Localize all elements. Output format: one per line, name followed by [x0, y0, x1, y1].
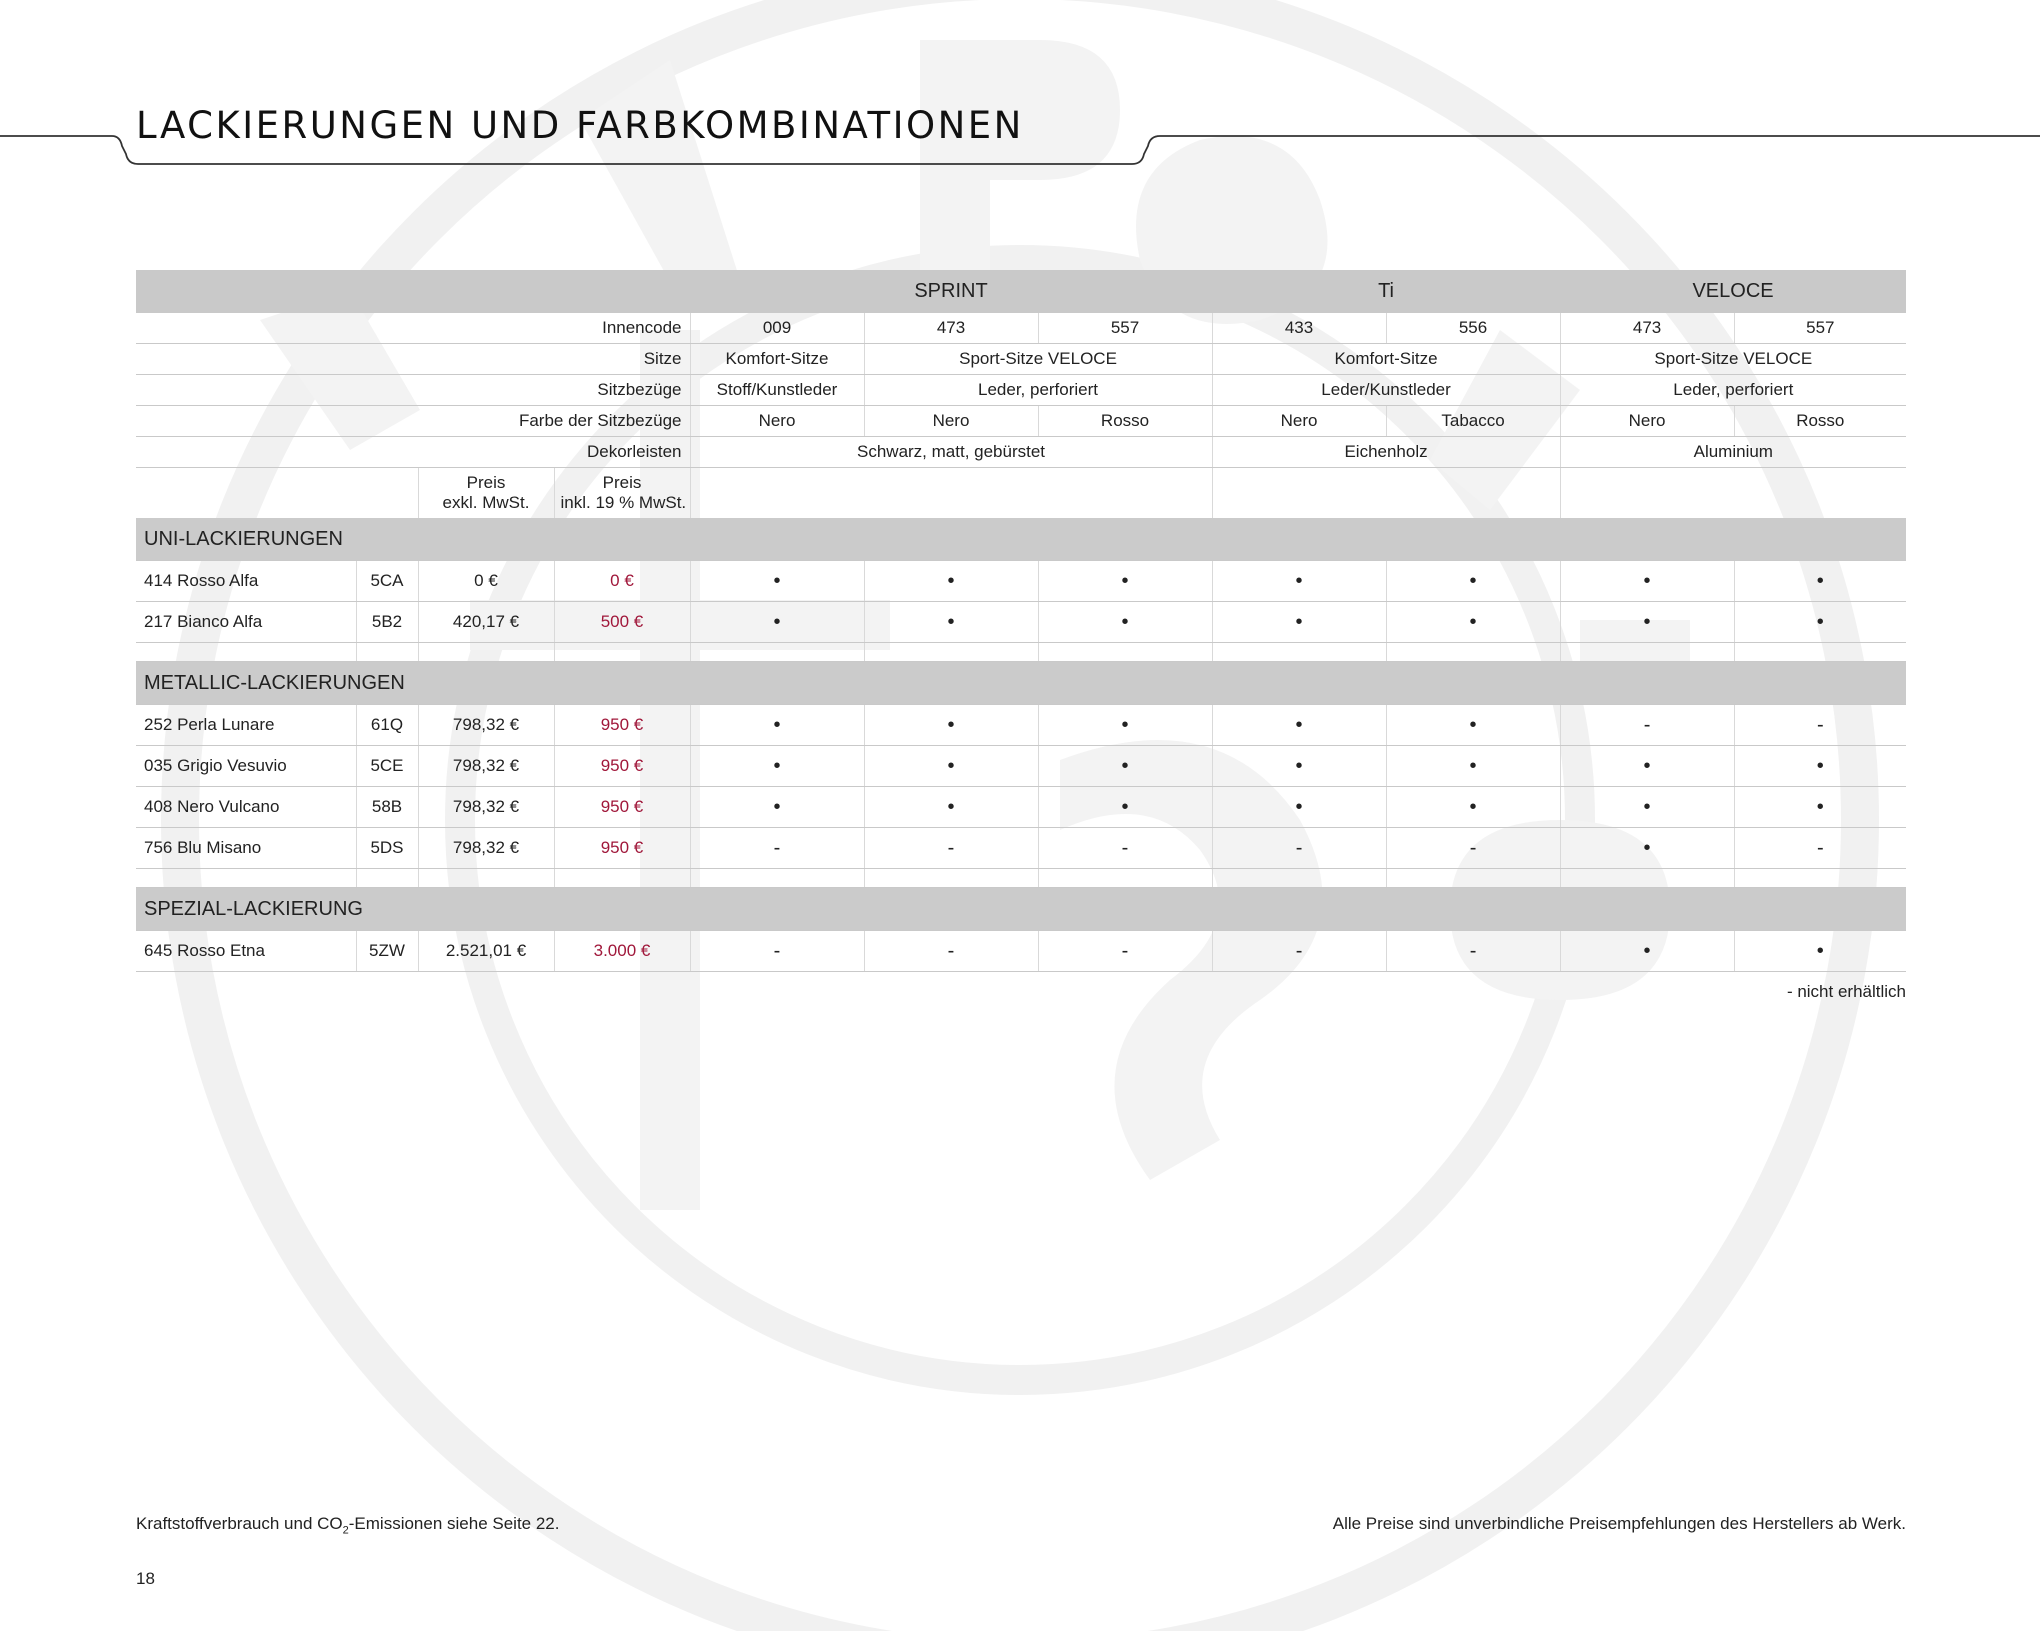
section-title: METALLIC-LACKIERUNGEN [136, 662, 1906, 705]
availability-cell: • [1212, 602, 1386, 643]
availability-cell: - [1734, 828, 1906, 869]
farbe-cell: Nero [1212, 406, 1386, 437]
availability-cell: • [1560, 561, 1734, 602]
price-excl: 2.521,01 € [418, 931, 554, 972]
spacer-cell [1212, 869, 1386, 888]
innencode-cell: 557 [1038, 313, 1212, 344]
availability-cell: - [1386, 828, 1560, 869]
section-header-row [136, 888, 1906, 931]
paint-code: 5CA [356, 561, 418, 602]
spacer-cell [554, 643, 690, 662]
price-excl: 798,32 € [418, 746, 554, 787]
sitzbezuege-cell: Leder/Kunstleder [1212, 375, 1560, 406]
paint-code: 58B [356, 787, 418, 828]
innencode-cell: 009 [690, 313, 864, 344]
availability-cell: - [864, 828, 1038, 869]
availability-cell: • [864, 787, 1038, 828]
availability-cell: • [1212, 746, 1386, 787]
price-excl-header-line2: exkl. MwSt. [442, 493, 530, 512]
availability-cell: - [690, 828, 864, 869]
price-incl: 950 € [554, 828, 690, 869]
price-excl-header [418, 468, 554, 519]
sitze-cell: Sport-Sitze VELOCE [1560, 344, 1906, 375]
price-excl: 798,32 € [418, 705, 554, 746]
innencode-label: Innencode [136, 313, 690, 344]
availability-cell: • [1560, 602, 1734, 643]
page-title: LACKIERUNGEN UND FARBKOMBINATIONEN [136, 104, 1024, 147]
price-excl: 798,32 € [418, 828, 554, 869]
section-title: SPEZIAL-LACKIERUNG [136, 888, 1906, 931]
farbe-cell: Tabacco [1386, 406, 1560, 437]
paint-name: 252 Perla Lunare [136, 705, 356, 746]
availability-cell: - [690, 931, 864, 972]
farbe-cell: Nero [864, 406, 1038, 437]
availability-cell: • [1386, 561, 1560, 602]
price-incl: 500 € [554, 602, 690, 643]
availability-cell: - [1386, 931, 1560, 972]
availability-cell: - [1560, 705, 1734, 746]
innencode-cell: 433 [1212, 313, 1386, 344]
dekor-label: Dekorleisten [136, 437, 690, 468]
footer-emissions-note [136, 1514, 559, 1536]
availability-cell: - [1038, 931, 1212, 972]
farbe-cell: Rosso [1734, 406, 1906, 437]
spacer-cell [1038, 643, 1212, 662]
availability-cell: • [1560, 746, 1734, 787]
spacer-cell [356, 869, 418, 888]
paint-name: 756 Blu Misano [136, 828, 356, 869]
spacer-cell [1038, 869, 1212, 888]
availability-cell: • [1560, 787, 1734, 828]
sitze-cell: Komfort-Sitze [690, 344, 864, 375]
trim-ti: Ti [1212, 270, 1560, 313]
availability-cell: - [1212, 931, 1386, 972]
availability-cell: • [1038, 561, 1212, 602]
spacer-cell [418, 643, 554, 662]
paint-row [136, 828, 1906, 869]
section-spacer-row [136, 869, 1906, 888]
paint-row [136, 705, 1906, 746]
farbe-cell: Nero [1560, 406, 1734, 437]
sitze-cell: Komfort-Sitze [1212, 344, 1560, 375]
spacer-cell [1560, 643, 1734, 662]
section-spacer-row [136, 643, 1906, 662]
sitze-cell: Sport-Sitze VELOCE [864, 344, 1212, 375]
availability-cell: • [864, 705, 1038, 746]
availability-cell: • [1734, 602, 1906, 643]
spacer-cell [690, 643, 864, 662]
price-excl: 420,17 € [418, 602, 554, 643]
availability-cell: • [1038, 602, 1212, 643]
footer-price-disclaimer: Alle Preise sind unverbindliche Preisempfehlungen des Herstellers ab Werk. [1332, 1514, 1906, 1533]
sitzbezuege-row [136, 375, 1906, 406]
availability-cell: • [690, 602, 864, 643]
paint-row [136, 602, 1906, 643]
availability-cell: • [690, 746, 864, 787]
availability-cell: • [1560, 931, 1734, 972]
sitzbezuege-cell: Stoff/Kunstleder [690, 375, 864, 406]
availability-cell: • [1038, 787, 1212, 828]
spacer-cell [136, 643, 356, 662]
dekor-cell: Schwarz, matt, gebürstet [690, 437, 1212, 468]
availability-cell: • [1212, 705, 1386, 746]
paint-code: 5DS [356, 828, 418, 869]
availability-cell: • [690, 705, 864, 746]
spacer-cell [1560, 869, 1734, 888]
spacer-cell [1386, 869, 1560, 888]
spacer-cell [418, 869, 554, 888]
paint-code: 5CE [356, 746, 418, 787]
spacer-cell [1734, 643, 1906, 662]
availability-cell: - [1212, 828, 1386, 869]
availability-cell: • [864, 746, 1038, 787]
sitze-row [136, 344, 1906, 375]
sitzbezuege-cell: Leder, perforiert [864, 375, 1212, 406]
paint-color-table [136, 270, 1906, 972]
availability-cell: • [1386, 746, 1560, 787]
paint-name: 217 Bianco Alfa [136, 602, 356, 643]
footer-left-sub: 2 [342, 1524, 349, 1537]
price-header-row [136, 468, 1906, 519]
paint-name: 408 Nero Vulcano [136, 787, 356, 828]
availability-cell: • [690, 787, 864, 828]
not-available-note: - nicht erhältlich [1786, 982, 1906, 1001]
price-incl: 3.000 € [554, 931, 690, 972]
price-incl-header-line2: inkl. 19 % MwSt. [560, 493, 687, 512]
footer-left-pre: Kraftstoffverbrauch und CO [136, 1514, 343, 1533]
paint-sections [136, 518, 1906, 972]
spacer-cell [864, 643, 1038, 662]
availability-cell: • [864, 602, 1038, 643]
availability-cell: • [1386, 787, 1560, 828]
paint-name: 645 Rosso Etna [136, 931, 356, 972]
footer-left-post: -Emissionen siehe Seite 22. [348, 1514, 560, 1533]
availability-cell: • [1038, 746, 1212, 787]
availability-cell: • [864, 561, 1038, 602]
availability-cell: • [1560, 828, 1734, 869]
innencode-cell: 557 [1734, 313, 1906, 344]
availability-cell: • [1734, 561, 1906, 602]
availability-cell: • [1212, 561, 1386, 602]
availability-cell: • [1734, 787, 1906, 828]
price-excl-header-line1: Preis [466, 473, 506, 492]
section-title: UNI-LACKIERUNGEN [136, 518, 1906, 561]
paint-name: 035 Grigio Vesuvio [136, 746, 356, 787]
dekor-cell: Eichenholz [1212, 437, 1560, 468]
dekor-cell: Aluminium [1560, 437, 1906, 468]
farbe-row [136, 406, 1906, 437]
sitzbezuege-cell: Leder, perforiert [1560, 375, 1906, 406]
availability-cell: • [1386, 705, 1560, 746]
price-incl: 0 € [554, 561, 690, 602]
innencode-cell: 556 [1386, 313, 1560, 344]
sitze-label: Sitze [136, 344, 690, 375]
page-number: 18 [136, 1569, 155, 1588]
availability-cell: - [1038, 828, 1212, 869]
availability-cell: • [1734, 931, 1906, 972]
section-header-row [136, 662, 1906, 705]
paint-code: 5ZW [356, 931, 418, 972]
paint-row [136, 931, 1906, 972]
availability-cell: • [1212, 787, 1386, 828]
availability-cell: • [690, 561, 864, 602]
price-excl: 798,32 € [418, 787, 554, 828]
price-incl: 950 € [554, 787, 690, 828]
farbe-cell: Nero [690, 406, 864, 437]
price-excl: 0 € [418, 561, 554, 602]
availability-cell: • [1386, 602, 1560, 643]
paint-code: 5B2 [356, 602, 418, 643]
paint-row [136, 561, 1906, 602]
paint-code: 61Q [356, 705, 418, 746]
spacer-cell [1734, 869, 1906, 888]
price-incl: 950 € [554, 746, 690, 787]
paint-row [136, 787, 1906, 828]
price-incl-header-line1: Preis [602, 473, 642, 492]
spacer-cell [356, 643, 418, 662]
farbe-cell: Rosso [1038, 406, 1212, 437]
section-header-row [136, 518, 1906, 561]
spacer-cell [554, 869, 690, 888]
spacer-cell [1212, 643, 1386, 662]
spacer-cell [136, 869, 356, 888]
availability-cell: - [1734, 705, 1906, 746]
spacer-cell [864, 869, 1038, 888]
spacer-cell [690, 869, 864, 888]
innencode-row [136, 313, 1906, 344]
sitzbezuege-label: Sitzbezüge [136, 375, 690, 406]
trim-sprint: SPRINT [690, 270, 1212, 313]
availability-cell: • [1734, 746, 1906, 787]
dekor-row [136, 437, 1906, 468]
trim-veloce: VELOCE [1560, 270, 1906, 313]
availability-cell: - [864, 931, 1038, 972]
trim-header-row [136, 270, 1906, 313]
price-incl: 950 € [554, 705, 690, 746]
innencode-cell: 473 [864, 313, 1038, 344]
availability-cell: • [1038, 705, 1212, 746]
farbe-label: Farbe der Sitzbezüge [136, 406, 690, 437]
spacer-cell [1386, 643, 1560, 662]
price-incl-header [554, 468, 690, 519]
innencode-cell: 473 [1560, 313, 1734, 344]
paint-name: 414 Rosso Alfa [136, 561, 356, 602]
paint-row [136, 746, 1906, 787]
